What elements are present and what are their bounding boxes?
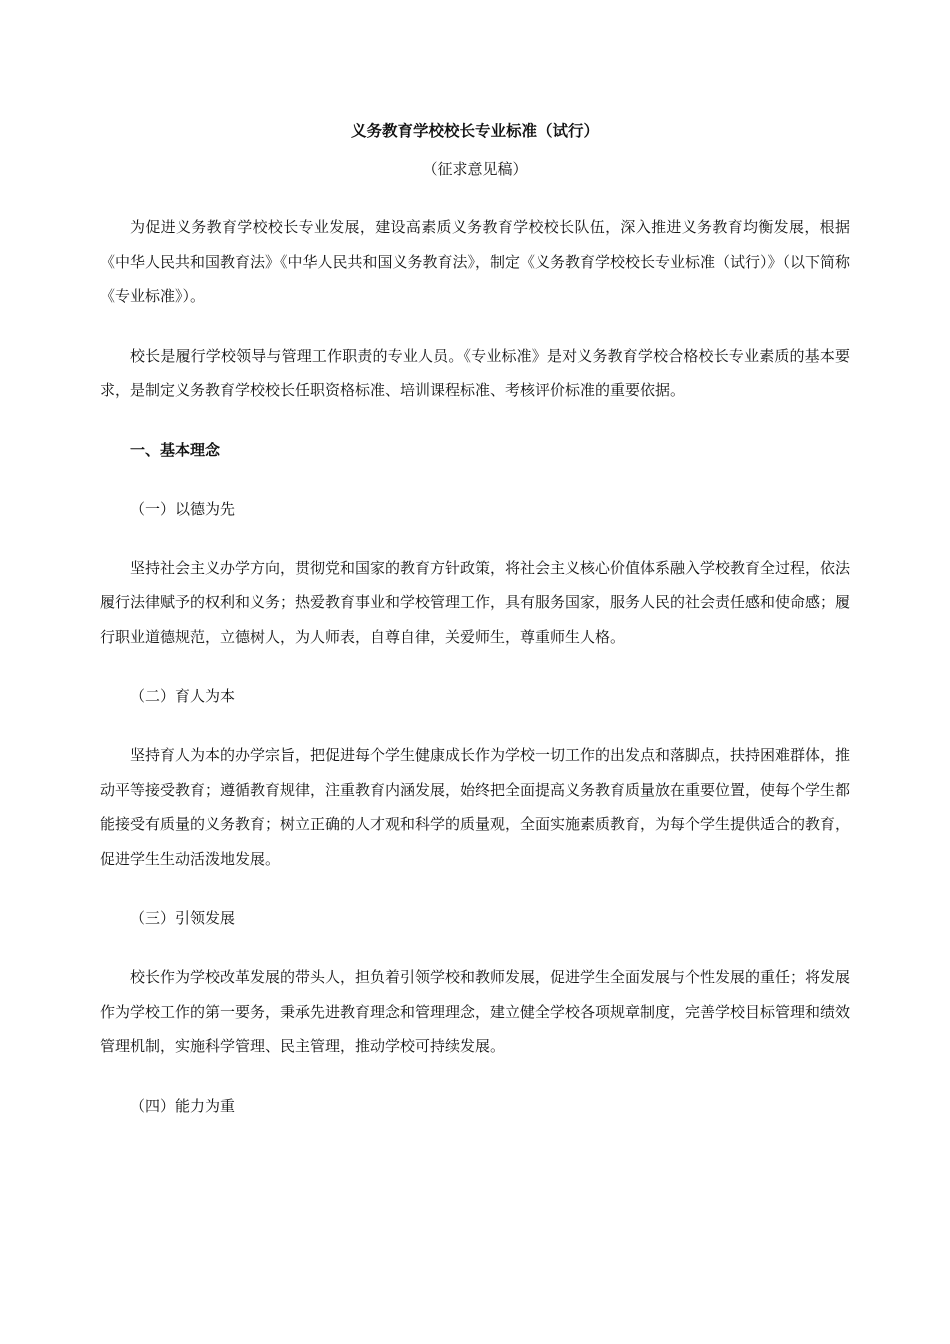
section-heading: 一、基本理念 (130, 440, 221, 459)
body-paragraph: 坚持育人为本的办学宗旨，把促进每个学生健康成长作为学校一切工作的出发点和落脚点，扶持困难群体，推动平等接受教育；遵循教育规律，注重教育内涵发展，始终把全面提高义务教育质量放在重要位置，使每个学生都能接受有质量的义务教育；树立正确的人才观和科学的质量观，全面实施素质教育，为每个学生提供适合的教育，促进学生生动活泼地发展。 (100, 746, 851, 868)
document-subtitle: （征求意见稿） (422, 160, 528, 178)
subsection-heading: （二）育人为本 (130, 687, 236, 705)
body-paragraph: 校长作为学校改革发展的带头人，担负着引领学校和教师发展，促进学生全面发展与个性发展的重任；将发展作为学校工作的第一要务，秉承先进教育理念和管理理念，建立健全学校各项规章制度，完善学校目标管理和绩效管理机制，实施科学管理、民主管理，推动学校可持续发展。 (100, 968, 851, 1055)
document-title: 义务教育学校校长专业标准（试行） (350, 121, 599, 140)
subsection-heading: （一）以德为先 (130, 499, 236, 518)
subsection-heading: （三）引领发展 (130, 909, 236, 927)
intro-paragraph: 为促进义务教育学校校长专业发展，建设高素质义务教育学校校长队伍，深入推进义务教育均衡发展，根据《中华人民共和国教育法》《中华人民共和国义务教育法》，制定《义务教育学校校长专业标准（试行）》（以下简称《专业标准》）。 (100, 218, 851, 305)
document-body (100, 112, 850, 1148)
body-paragraph: 坚持社会主义办学方向，贯彻党和国家的教育方针政策，将社会主义核心价值体系融入学校教育全过程，依法履行法律赋予的权利和义务；热爱教育事业和学校管理工作，具有服务国家，服务人民的社会责任感和使命感；履行职业道德规范，立德树人，为人师表，自尊自律，关爱师生，尊重师生人格。 (100, 558, 851, 646)
subsection-heading: （四）能力为重 (130, 1096, 236, 1115)
intro-paragraph: 校长是履行学校领导与管理工作职责的专业人员。《专业标准》是对义务教育学校合格校长专业素质的基本要求，是制定义务教育学校校长任职资格标准、培训课程标准、考核评价标准的重要依据。 (100, 346, 850, 399)
